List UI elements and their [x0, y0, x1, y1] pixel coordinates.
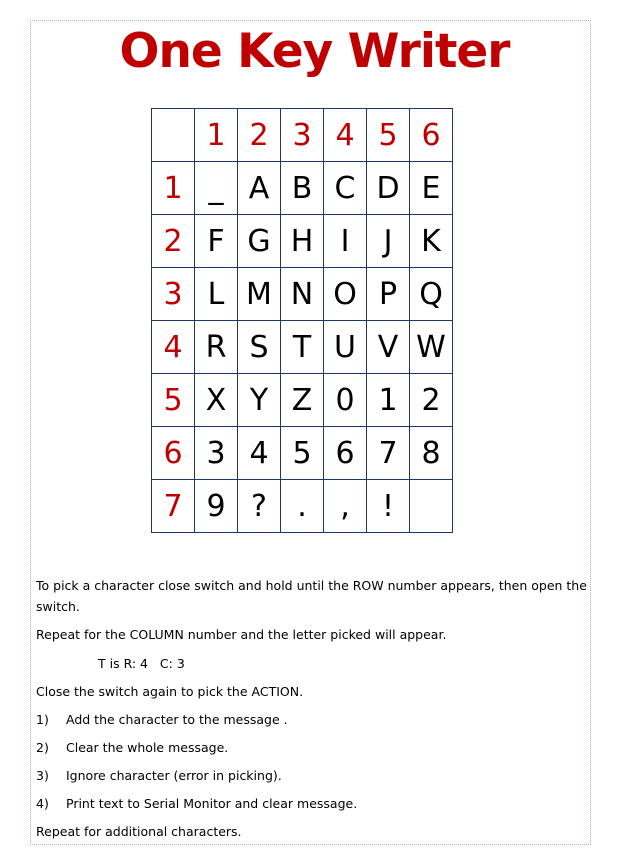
grid-cell: T [281, 321, 324, 374]
page-title: One Key Writer [119, 24, 510, 79]
grid-row [152, 268, 453, 321]
row-header: 2 [152, 215, 195, 268]
grid-cell: Z [281, 374, 324, 427]
column-header: 4 [324, 109, 367, 162]
grid-cell: 1 [367, 374, 410, 427]
grid-cell: C [324, 162, 367, 215]
example-text: T is R: 4 C: 3 [98, 656, 185, 671]
grid-cell: V [367, 321, 410, 374]
grid-cell: ! [367, 480, 410, 533]
grid-cell: _ [195, 162, 238, 215]
action-text: Ignore character (error in picking). [66, 768, 282, 783]
row-header: 7 [152, 480, 195, 533]
action-number: 3) [36, 768, 49, 783]
grid-cell: ? [238, 480, 281, 533]
grid-cell: 8 [410, 427, 453, 480]
grid-header-row [152, 109, 453, 162]
grid-corner-cell [152, 109, 195, 162]
column-header: 1 [195, 109, 238, 162]
grid-cell: N [281, 268, 324, 321]
instruction-pick-line1: To pick a character close switch and hold until the ROW number appears, then open the [36, 578, 587, 593]
action-text: Add the character to the message . [66, 712, 288, 727]
instruction-pick-line2: switch. [36, 599, 80, 614]
grid-cell: I [324, 215, 367, 268]
grid-cell: W [410, 321, 453, 374]
column-header: 3 [281, 109, 324, 162]
column-header: 5 [367, 109, 410, 162]
grid-cell: . [281, 480, 324, 533]
grid-cell: 6 [324, 427, 367, 480]
grid-cell: 2 [410, 374, 453, 427]
grid-cell: 7 [367, 427, 410, 480]
grid-cell: X [195, 374, 238, 427]
closing-text: Repeat for additional characters. [36, 824, 242, 839]
grid-cell: 5 [281, 427, 324, 480]
grid-row [152, 427, 453, 480]
grid-cell: K [410, 215, 453, 268]
grid-cell: O [324, 268, 367, 321]
action-text: Clear the whole message. [66, 740, 229, 755]
action-number: 2) [36, 740, 49, 755]
grid-cell: Y [238, 374, 281, 427]
grid-cell: 3 [195, 427, 238, 480]
grid-cell: 9 [195, 480, 238, 533]
grid-cell: E [410, 162, 453, 215]
grid-row [152, 215, 453, 268]
grid-cell: H [281, 215, 324, 268]
grid-cell: J [367, 215, 410, 268]
column-header: 2 [238, 109, 281, 162]
grid-cell: M [238, 268, 281, 321]
grid-cell: S [238, 321, 281, 374]
action-number: 1) [36, 712, 49, 727]
grid-cell: F [195, 215, 238, 268]
grid-cell: 4 [238, 427, 281, 480]
grid-cell: 0 [324, 374, 367, 427]
row-header: 1 [152, 162, 195, 215]
grid-cell: A [238, 162, 281, 215]
grid-row [152, 374, 453, 427]
grid-cell: Q [410, 268, 453, 321]
grid-cell: L [195, 268, 238, 321]
row-header: 3 [152, 268, 195, 321]
row-header: 5 [152, 374, 195, 427]
action-number: 4) [36, 796, 49, 811]
grid-cell: , [324, 480, 367, 533]
instruction-column: Repeat for the COLUMN number and the letter picked will appear. [36, 627, 447, 642]
grid-cell: P [367, 268, 410, 321]
grid-cell: B [281, 162, 324, 215]
grid-cell: D [367, 162, 410, 215]
column-header: 6 [410, 109, 453, 162]
grid-cell: U [324, 321, 367, 374]
row-header: 6 [152, 427, 195, 480]
grid-row [152, 321, 453, 374]
grid-cell [410, 480, 453, 533]
row-header: 4 [152, 321, 195, 374]
grid-row [152, 480, 453, 533]
action-text: Print text to Serial Monitor and clear message. [66, 796, 358, 811]
instruction-action: Close the switch again to pick the ACTION. [36, 684, 304, 699]
grid-row [152, 162, 453, 215]
character-grid [151, 108, 453, 533]
grid-cell: G [238, 215, 281, 268]
grid-cell: R [195, 321, 238, 374]
